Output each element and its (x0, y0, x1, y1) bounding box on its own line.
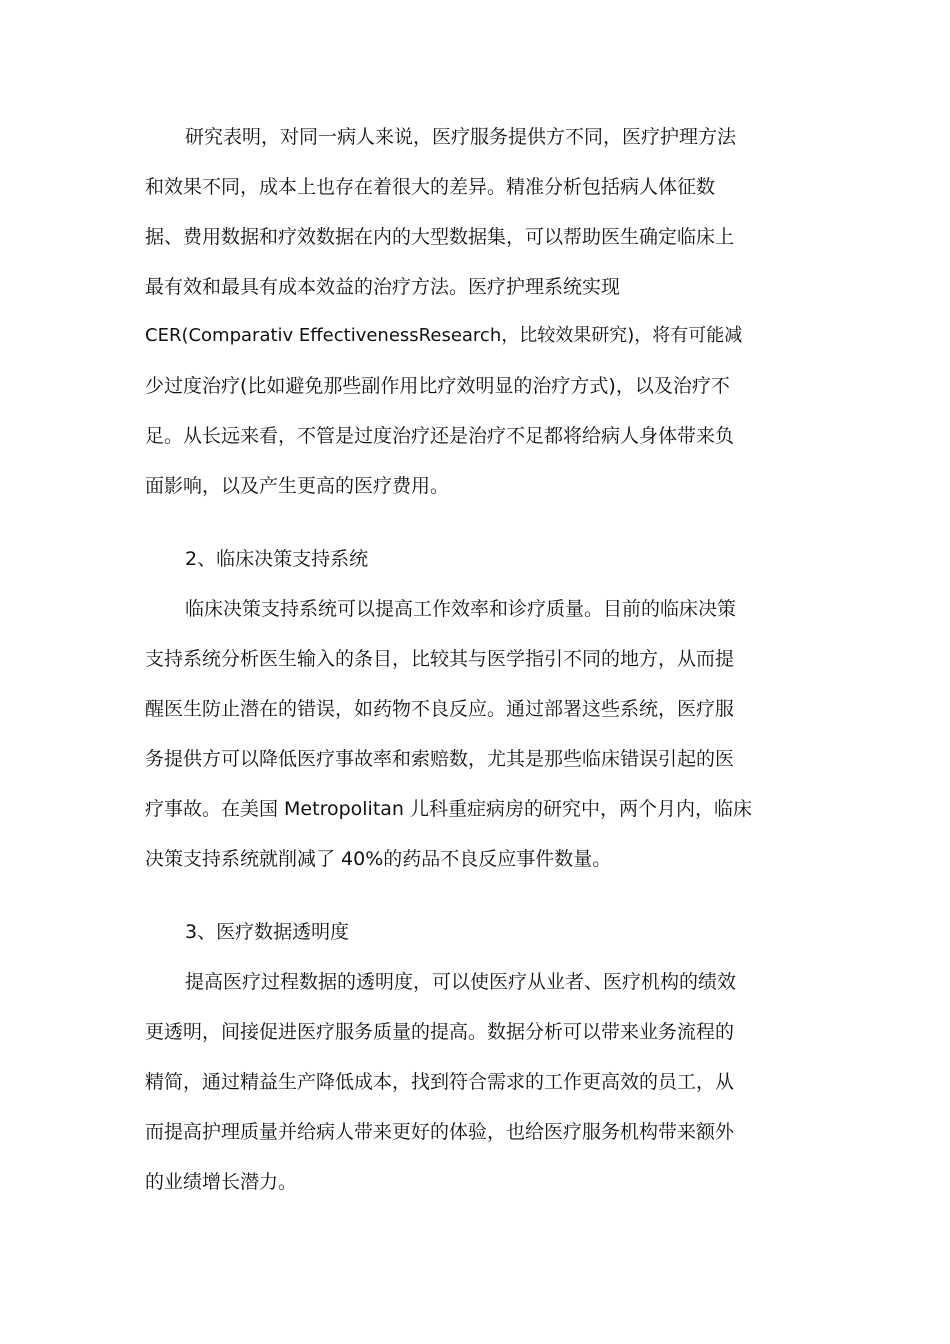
paragraph-2-line: 临床决策支持系统可以提高工作效率和诊疗质量。目前的临床决策 (185, 598, 737, 620)
paragraph-3-line: 提高医疗过程数据的透明度，可以使医疗从业者、医疗机构的绩效 (185, 971, 737, 993)
paragraph-2-line: 醒医生防止潜在的错误，如药物不良反应。通过部署这些系统，医疗服 (145, 698, 735, 720)
paragraph-1-line: 面影响，以及产生更高的医疗费用。 (145, 475, 450, 497)
paragraph-3-line: 的业绩增长潜力。 (145, 1171, 298, 1193)
paragraph-2-line: 决策支持系统就削减了 40%的药品不良反应事件数量。 (145, 848, 612, 870)
paragraph-1-line: 和效果不同，成本上也存在着很大的差异。精准分析包括病人体征数 (145, 176, 716, 198)
paragraph-1-line: 研究表明，对同一病人来说，医疗服务提供方不同，医疗护理方法 (185, 126, 737, 148)
paragraph-3-line: 而提高护理质量并给病人带来更好的体验，也给医疗服务机构带来额外 (145, 1121, 735, 1143)
paragraph-3-line: 更透明，间接促进医疗服务质量的提高。数据分析可以带来业务流程的 (145, 1021, 735, 1043)
paragraph-1-line: 最有效和最具有成本效益的治疗方法。医疗护理系统实现 (145, 276, 621, 298)
paragraph-1-line: 少过度治疗(比如避免那些副作用比疗效明显的治疗方式)，以及治疗不 (145, 375, 730, 397)
paragraph-1-line: 足。从长远来看，不管是过度治疗还是治疗不足都将给病人身体带来负 (145, 425, 735, 447)
paragraph-2-line: 疗事故。在美国 Metropolitan 儿科重症病房的研究中，两个月内，临床 (145, 798, 753, 820)
paragraph-3-line: 精简，通过精益生产降低成本，找到符合需求的工作更高效的员工，从 (145, 1071, 735, 1093)
paragraph-2-line: 支持系统分析医生输入的条目，比较其与医学指引不同的地方，从而提 (145, 648, 735, 670)
paragraph-1-line: 据、费用数据和疗效数据在内的大型数据集，可以帮助医生确定临床上 (145, 226, 735, 248)
paragraph-1-line: CER(Comparativ EffectivenessResearch，比较效果研究)，将有可能减 (145, 325, 743, 346)
section-heading-2: 2、临床决策支持系统 (185, 548, 369, 570)
paragraph-2-line: 务提供方可以降低医疗事故率和索赔数，尤其是那些临床错误引起的医 (145, 748, 735, 770)
section-heading-3: 3、医疗数据透明度 (185, 921, 350, 943)
